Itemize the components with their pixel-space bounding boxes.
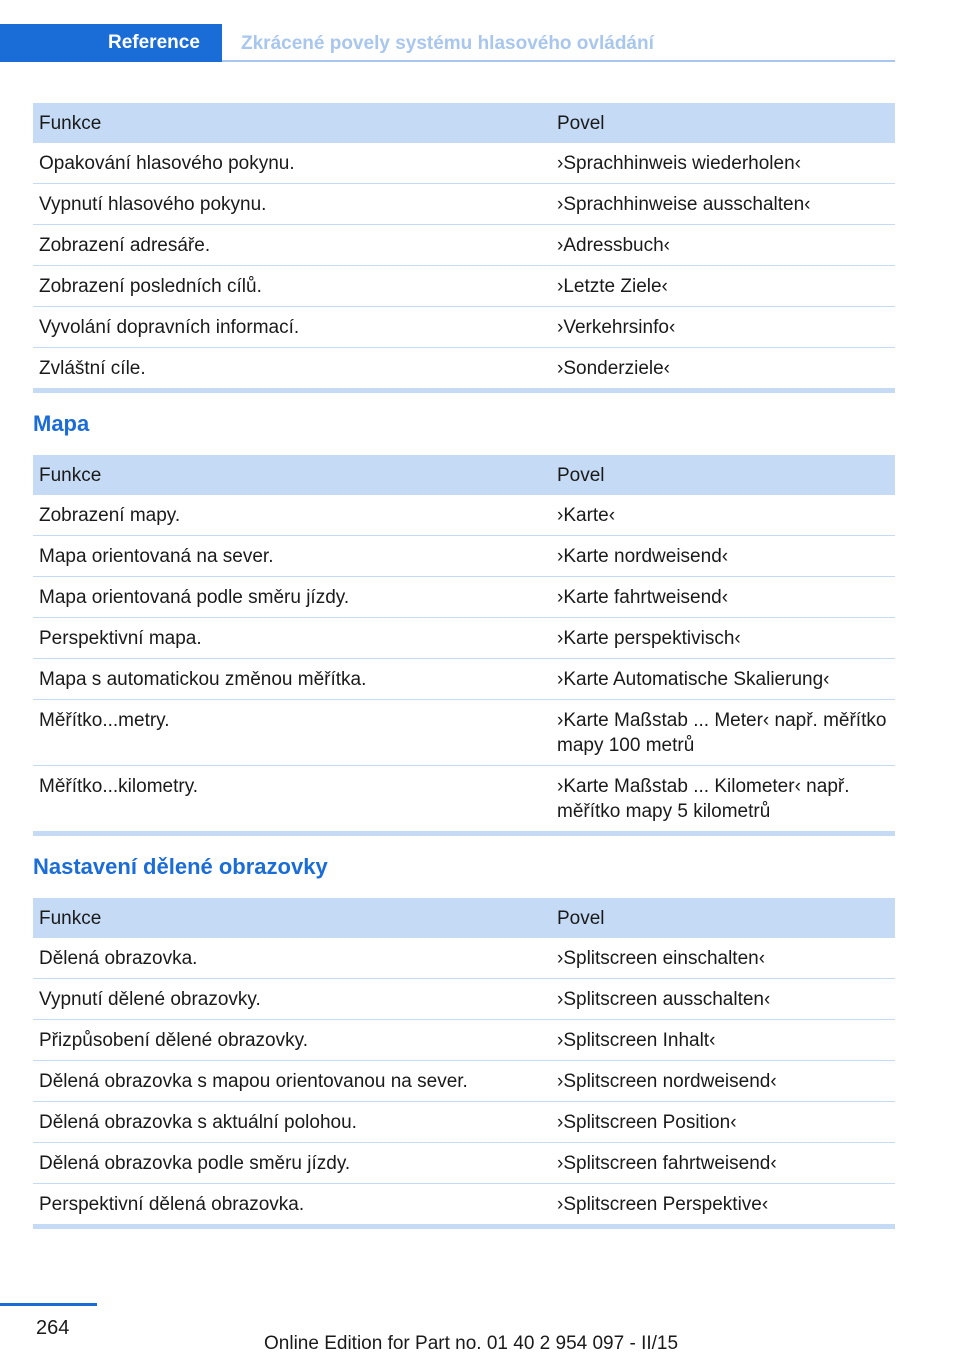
table-row [33, 536, 895, 577]
function-cell: Měřítko...metry. [39, 710, 170, 731]
column-header-command: Povel [557, 908, 605, 929]
edition-note: Online Edition for Part no. 01 40 2 954 097 - II/15 [264, 1333, 679, 1354]
voice-commands-table-general [33, 103, 895, 393]
command-cell: ›Karte Maßstab ... Meter‹ např. měřítko mapy 100 metrů [557, 710, 887, 756]
table-row [33, 577, 895, 618]
table-row [33, 266, 895, 307]
command-cell: ›Splitscreen einschalten‹ [557, 948, 766, 969]
function-cell: Zvláštní cíle. [39, 358, 146, 379]
page-header [0, 24, 895, 62]
function-cell: Dělená obrazovka. [39, 948, 198, 969]
table-row [33, 307, 895, 348]
table-row [33, 766, 895, 831]
table-row [33, 1061, 895, 1102]
table-header-row [33, 898, 895, 938]
table-row [33, 979, 895, 1020]
function-cell: Zobrazení adresáře. [39, 235, 211, 256]
column-header-function: Funkce [39, 465, 102, 486]
command-cell: ›Adressbuch‹ [557, 235, 670, 256]
table-row [33, 225, 895, 266]
function-cell: Zobrazení mapy. [39, 505, 181, 526]
command-cell: ›Splitscreen Inhalt‹ [557, 1030, 716, 1051]
function-cell: Opakování hlasového pokynu. [39, 153, 295, 174]
function-cell: Zobrazení posledních cílů. [39, 276, 262, 297]
command-cell: ›Karte nordweisend‹ [557, 546, 729, 567]
function-cell: Vypnutí dělené obrazovky. [39, 989, 261, 1010]
column-header-command: Povel [557, 465, 605, 486]
command-cell: ›Verkehrsinfo‹ [557, 317, 676, 338]
command-cell: ›Karte fahrtweisend‹ [557, 587, 729, 608]
page-number: 264 [36, 1317, 70, 1339]
table-row [33, 1102, 895, 1143]
function-cell: Vypnutí hlasového pokynu. [39, 194, 267, 215]
command-cell: ›Karte perspektivisch‹ [557, 628, 741, 649]
command-cell: ›Karte‹ [557, 505, 616, 526]
command-cell: ›Karte Maßstab ... Kilometer‹ např. měřítko mapy 5 kilometrů [557, 776, 850, 822]
function-cell: Dělená obrazovka podle směru jízdy. [39, 1153, 351, 1174]
command-cell: ›Splitscreen nordweisend‹ [557, 1071, 777, 1092]
table-row [33, 659, 895, 700]
table-header-row [33, 103, 895, 143]
table-row [33, 348, 895, 388]
command-cell: ›Splitscreen Perspektive‹ [557, 1194, 769, 1215]
function-cell: Dělená obrazovka s aktuální polohou. [39, 1112, 357, 1133]
function-cell: Vyvolání dopravních informací. [39, 317, 300, 338]
command-cell: ›Letzte Ziele‹ [557, 276, 668, 297]
table-row [33, 618, 895, 659]
chapter-title: Zkrácené povely systému hlasového ovládání [241, 33, 654, 54]
column-header-function: Funkce [39, 113, 102, 134]
function-cell: Dělená obrazovka s mapou orientovanou na sever. [39, 1071, 468, 1092]
column-header-command: Povel [557, 113, 605, 134]
command-cell: ›Karte Automatische Skalierung‹ [557, 669, 830, 690]
table-row [33, 1020, 895, 1061]
command-cell: ›Splitscreen Position‹ [557, 1112, 737, 1133]
function-cell: Perspektivní mapa. [39, 628, 202, 649]
table-row [33, 1184, 895, 1224]
header-divider [222, 60, 895, 62]
footer-accent-line [0, 1303, 97, 1306]
section-heading-map: Mapa [33, 411, 90, 436]
command-cell: ›Splitscreen fahrtweisend‹ [557, 1153, 777, 1174]
function-cell: Mapa orientovaná na sever. [39, 546, 274, 567]
column-header-function: Funkce [39, 908, 102, 929]
voice-commands-table-map [33, 455, 895, 836]
table-row [33, 700, 895, 766]
function-cell: Mapa orientovaná podle směru jízdy. [39, 587, 350, 608]
table-row [33, 184, 895, 225]
section-heading-split-screen: Nastavení dělené obrazovky [33, 854, 328, 879]
voice-commands-table-split-screen [33, 898, 895, 1229]
table-row [33, 938, 895, 979]
table-header-row [33, 455, 895, 495]
section-tab [0, 24, 222, 62]
table-row [33, 143, 895, 184]
function-cell: Měřítko...kilometry. [39, 776, 199, 797]
command-cell: ›Sprachhinweise ausschalten‹ [557, 194, 811, 215]
command-cell: ›Sprachhinweis wiederholen‹ [557, 153, 801, 174]
table-row [33, 1143, 895, 1184]
function-cell: Mapa s automatickou změnou měřítka. [39, 669, 367, 690]
function-cell: Perspektivní dělená obrazovka. [39, 1194, 305, 1215]
table-row [33, 495, 895, 536]
function-cell: Přizpůsobení dělené obrazovky. [39, 1030, 308, 1051]
command-cell: ›Sonderziele‹ [557, 358, 670, 379]
section-tab-label: Reference [108, 32, 200, 53]
command-cell: ›Splitscreen ausschalten‹ [557, 989, 771, 1010]
